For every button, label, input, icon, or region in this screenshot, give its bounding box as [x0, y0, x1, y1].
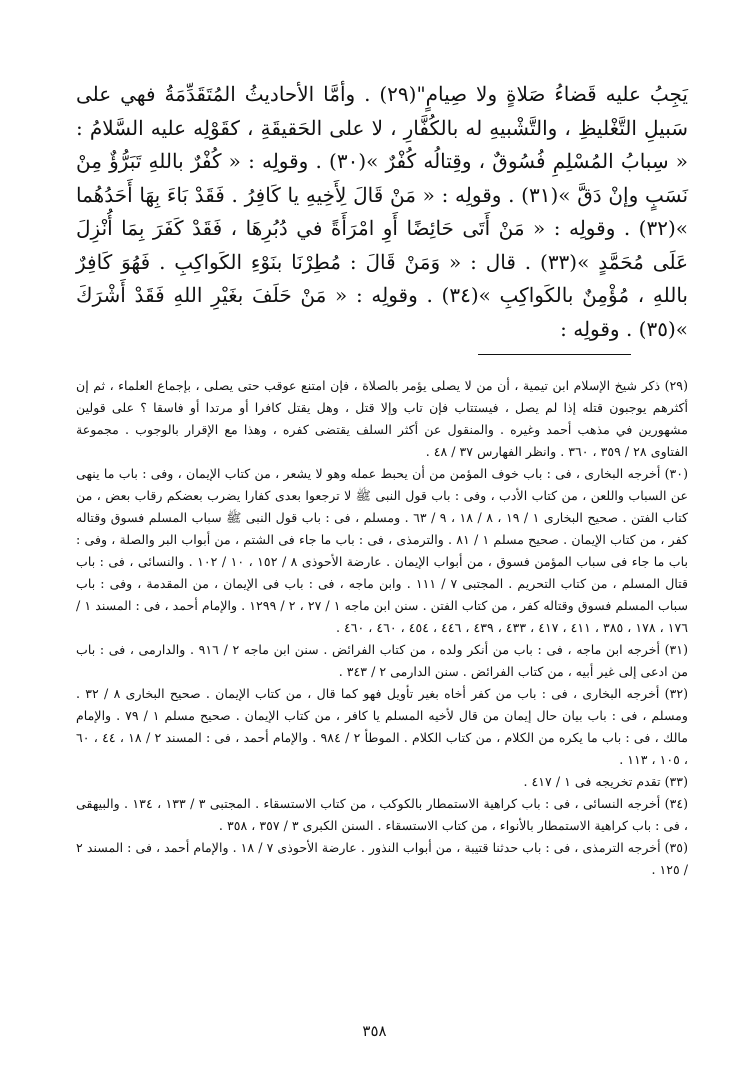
footnote-30: (٣٠) أخرجه البخارى ، فى : باب خوف المؤمن من أن يحبط عمله وهو لا يشعر ، من كتاب الإيمان ، وفى : باب ما ينهى عن السباب واللعن ، من كتاب الأدب ، وفى : باب قول النبى ﷺ لا ترجعوا بعدى كفارا يضرب بعضكم رقاب بعض ، من كتاب الفتن . صحيح البخارى ١ / ١٩ ، ٨ / ١٨ ، ٩ / ٦٣ . ومسلم ، فى : باب قول النبى ﷺ سباب المسلم فسوق وقتاله كفر ، من كتاب الإيمان . صحيح مسلم ١ / ٨١ . والترمذى ، فى : باب ما جاء فى الشتم ، من أبواب البر والصلة ، وفى : باب ما جاء فى سباب المؤمن فسوق ، من أبواب الإيمان . عارضة الأحوذى ٨ / ١٥٢ ، ١٠ / ١٠٢ . والنسائى ، فى : باب قتال المسلم ، من كتاب التحريم . المجتبى ٧ / ١١١ . وابن ماجه ، فى : باب فى الإيمان ، من المقدمة ، وفى : باب سباب المسلم فسوق وقتاله كفر ، من كتاب الفتن . سنن ابن ماجه ١ / ٢٧ ، ٢ / ١٢٩٩ . والإمام أحمد ، فى : المسند ١ / ١٧٦ ، ١٧٨ ، ٣٨٥ ، ٤١١ ، ٤١٧ ، ٤٣٣ ، ٤٣٩ ، ٤٤٦ ، ٤٥٤ ، ٤٦٠ ، ٤٦٠ . [76, 466, 689, 635]
footnote-33: (٣٣) تقدم تخريجه فى ١ / ٤١٧ . [523, 774, 688, 789]
footnote-32: (٣٢) أخرجه البخارى ، فى : باب من كفر أخاه بغير تأويل فهو كما قال ، من كتاب الإيمان . صحيح البخارى ٨ / ٣٢ . ومسلم ، فى : باب بيان حال إيمان من قال لأخيه المسلم يا كافر ، من كتاب الإيمان . صحيح مسلم ١ / ٧٩ . والإمام مالك ، فى : باب ما يكره من الكلام ، من كتاب الكلام . الموطأ ٢ / ٩٨٤ . والإمام أحمد ، فى : المسند ٢ / ١٨ ، ٤٤ ، ٦٠ ، ١٠٥ ، ١١٣ . [76, 686, 689, 767]
footnote-divider [478, 354, 631, 355]
footnote-29: (٢٩) ذكر شيخ الإسلام ابن تيمية ، أن من لا يصلى يؤمر بالصلاة ، فإن امتنع عوقب حتى يصلى ، بإجماع العلماء ، ثم إن أكثرهم يوجبون قتله إذا لم يصل ، فيستتاب فإن تاب وإلا قتل ، وهل يقتل كافرا أو مرتدا أو فاسقا ؟ على قولين مشهورين في مذهب أحمد وغيره . والمنقول عن أكثر السلف يقتضى كفره ، وهذا مع الإقرار بالوجوب . مجموعة الفتاوى ٢٨ / ٣٥٩ ، ٣٦٠ . وانظر الفهارس ٣٧ / ٤٨ . [76, 378, 688, 459]
footnote-35: (٣٥) أخرجه الترمذى ، فى : باب حدثنا قتيبة ، من أبواب النذور . عارضة الأحوذى ٧ / ١٨ . والإمام أحمد ، فى : المسند ٢ / ١٢٥ . [76, 840, 688, 877]
page-number: ٣٥٨ [362, 1022, 387, 1040]
footnote-31: (٣١) أخرجه ابن ماجه ، فى : باب من أنكر ولده ، من كتاب الفرائض . سنن ابن ماجه ٢ / ٩١٦ . والدارمى ، فى : باب من ادعى إلى غير أبيه ، من كتاب الفرائض . سنن الدارمى ٢ / ٣٤٣ . [76, 642, 688, 679]
main-text-block [76, 78, 688, 346]
footnotes [76, 375, 688, 881]
footnote-34: (٣٤) أخرجه النسائى ، فى : باب كراهية الاستمطار بالكوكب ، من كتاب الاستسقاء . المجتبى ٣ / ١٣٣ ، ١٣٤ . والبيهقى ، فى : باب كراهية الاستمطار بالأنواء ، من كتاب الاستسقاء . السنن الكبرى ٣ / ٣٥٧ ، ٣٥٨ . [76, 796, 689, 833]
main-paragraph: يَجِبُ عليه قَضاءُ صَلاةٍ ولا صِيامٍ"(٢٩) . وأمَّا الأحاديثُ المُتَقَدِّمَةُ فهي على سَبيلِ التَّغْليظِ ، والتَّشْبيهِ له بالكُفَّارِ ، لا على الحَقيقَةِ ، كقَوْلِه عليه السَّلامُ : « سِبابُ المُسْلِمِ فُسُوقٌ ، وقِتالُه كُفْرٌ »(٣٠) . وقولِه : « كُفْرٌ باللهِ تَبَرُّؤٌ مِنْ نَسَبٍ وإنْ دَقَّ »(٣١) . وقولِه : « مَنْ قَالَ لِأَخِيهِ يا كَافِرُ . فَقَدْ بَاءَ بِهَا أَحَدُهُما »(٣٢) . وقولِه : « مَنْ أَتَى حَائِضًا أَوِ امْرَأَةً في دُبُرِهَا ، فَقَدْ كَفَرَ بِمَا أُنْزِلَ عَلَى مُحَمَّدٍ »(٣٣) . قال : « وَمَنْ قَالَ : مُطِرْنَا بنَوْءِ الكَواكِبِ . فَهُوَ كَافِرٌ باللهِ ، مُؤْمِنٌ بالكَواكِبِ »(٣٤) . وقولِه : « مَنْ حَلَفَ بغَيْرِ اللهِ فَقَدْ أَشْرَكَ »(٣٥) . وقولِه : [76, 82, 689, 341]
